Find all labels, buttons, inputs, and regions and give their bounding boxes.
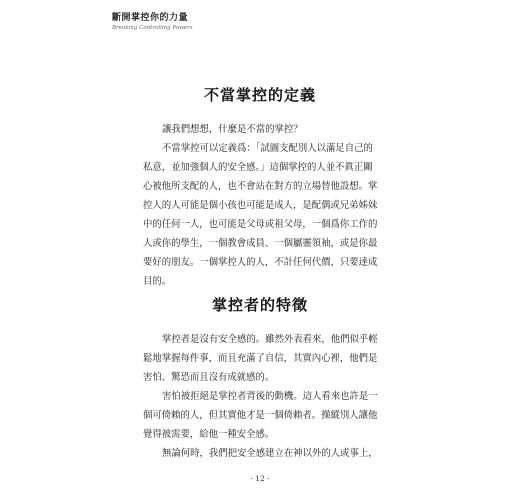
paragraph xyxy=(143,139,389,291)
paragraph xyxy=(143,330,389,387)
text-line: 目的。 xyxy=(143,276,172,287)
section-heading-definition: 不當掌控的定義 xyxy=(203,86,316,104)
text-line: 個可倚賴的人，但其實他才是一個倚賴者。操縱別人讓他 xyxy=(143,410,378,421)
paragraph xyxy=(143,444,389,463)
text-line: 控人的人可能是個小孩也可能是成人，是配偶或兄弟姊妹 xyxy=(143,200,378,211)
paragraph xyxy=(143,387,389,444)
section-body-definition xyxy=(143,120,389,291)
section-heading-characteristics: 掌控者的特徵 xyxy=(211,296,308,314)
text-line: 中的任何一人，也可能是父母或祖父母，一個爲你工作的 xyxy=(143,219,378,230)
text-line: 無論何時，我們把安全感建立在神以外的人或事上， xyxy=(162,448,378,459)
text-line: 掌控者是沒有安全感的。雖然外表看來，他們似乎輕 xyxy=(162,334,378,345)
paragraph xyxy=(143,120,389,139)
text-line: 覺得被需要，給他一種安全感。 xyxy=(143,429,275,440)
text-line: 害怕被拒絕是掌控者背後的動機。這人看來也許是一 xyxy=(162,391,378,402)
book-subtitle: Breaking Controlling Powers xyxy=(112,25,193,31)
text-line: 私意，並加強個人的安全感。」這個掌控的人並不眞正關 xyxy=(143,162,373,173)
text-line: 人或你的學生，一個教會成員、一個屬靈領袖，或是你最 xyxy=(143,238,378,249)
text-line: 鬆地掌握每件事，而且充滿了自信，其實內心裡，他們是 xyxy=(143,353,378,364)
text-line: 要好的朋友。一個掌控人的人，不計任何代價，只要達成 xyxy=(143,257,378,268)
book-title: 斷開掌控你的力量 xyxy=(112,13,189,23)
text-line: 讓我們想想，什麼是不當的掌控？ xyxy=(162,124,303,135)
text-line: 心被他所支配的人，也不會站在對方的立場替他設想。掌 xyxy=(143,181,378,192)
running-header xyxy=(112,13,193,32)
page-number: - 12 - xyxy=(250,474,270,483)
text-line: 害怕、驚恐而且沒有成就感的。 xyxy=(143,372,275,383)
text-line: 不當掌控可以定義爲：「試圖支配別人以滿足自己的 xyxy=(162,143,373,154)
section-body-characteristics xyxy=(143,330,389,463)
